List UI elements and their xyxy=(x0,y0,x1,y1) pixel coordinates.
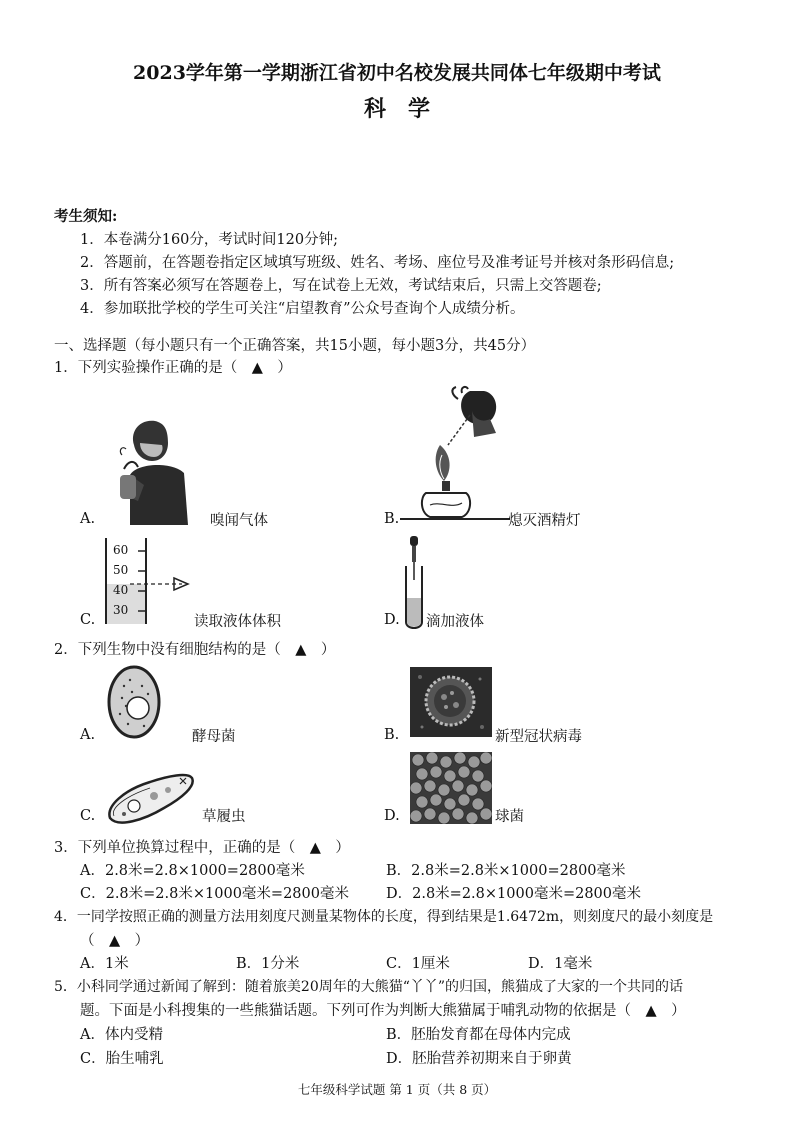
q4-option-d: D．1毫米 xyxy=(528,956,593,972)
cocci-image xyxy=(410,752,492,824)
q3-option-c: C．2.8米=2.8米×1000毫米=2800毫米 xyxy=(80,886,349,902)
smelling-gas-figure xyxy=(100,415,210,525)
q2-b-letter: B. xyxy=(384,727,400,743)
q5-option-d: D．胚胎营养初期来自于卵黄 xyxy=(386,1051,572,1067)
q1-b-caption: 熄灭酒精灯 xyxy=(508,513,581,529)
q2-c-letter: C. xyxy=(80,808,96,824)
cylinder-tick-30: 30 xyxy=(113,603,129,617)
q1-d-caption: 滴加液体 xyxy=(426,614,484,630)
q2-stem: 2．下列生物中没有细胞结构的是（ ▲ ） xyxy=(54,642,336,658)
subject-title: 科学 xyxy=(363,96,452,122)
q2-d-caption: 球菌 xyxy=(495,809,524,825)
yeast-cell-figure xyxy=(106,664,162,740)
cylinder-tick-50: 50 xyxy=(113,563,129,577)
q5-option-b: B．胚胎发育都在母体内完成 xyxy=(386,1027,571,1043)
q2-b-caption: 新型冠状病毒 xyxy=(495,729,582,745)
q5-stem: 5．小科同学通过新闻了解到：随着旅美20周年的大熊猫“丫丫”的归国，熊猫成了大家的一个共同的话 xyxy=(54,979,684,995)
q4-stem: 4．一同学按照正确的测量方法用刻度尺测量某物体的长度，得到结果是1.6472m，则刻度尺的最小刻度是 xyxy=(54,909,714,925)
dropper-test-tube-figure xyxy=(402,536,426,632)
coronavirus-image xyxy=(410,667,492,737)
q2-a-letter: A. xyxy=(80,727,96,743)
q4-stem-cont: （ ▲ ） xyxy=(80,933,150,949)
q4-option-a: A．1米 xyxy=(80,956,129,972)
extinguish-lamp-figure xyxy=(400,385,510,525)
notice-item-2: 2．答题前，在答题卷指定区域填写班级、姓名、考场、座位号及准考证号并核对条形码信息; xyxy=(80,255,675,271)
q1-c-letter: C. xyxy=(80,612,96,628)
q3-option-d: D．2.8米=2.8×1000毫米=2800毫米 xyxy=(386,886,641,902)
page-footer: 七年级科学试题 第 1 页（共 8 页） xyxy=(297,1082,497,1097)
notice-heading: 考生须知: xyxy=(54,208,118,225)
q1-b-letter: B. xyxy=(384,511,400,527)
q1-c-caption: 读取液体体积 xyxy=(194,614,281,630)
q2-d-letter: D. xyxy=(384,808,400,824)
q1-stem: 1．下列实验操作正确的是（ ▲ ） xyxy=(54,360,292,376)
q3-stem: 3．下列单位换算过程中，正确的是（ ▲ ） xyxy=(54,840,350,856)
cylinder-tick-60: 60 xyxy=(113,543,129,557)
notice-item-4: 4．参加联批学校的学生可关注“启望教育”公众号查询个人成绩分析。 xyxy=(80,301,525,317)
notice-item-3: 3．所有答案必须写在答题卷上，写在试卷上无效，考试结束后，只需上交答题卷; xyxy=(80,278,602,294)
q5-option-a: A．体内受精 xyxy=(80,1027,163,1043)
q5-option-c: C．胎生哺乳 xyxy=(80,1051,164,1067)
q5-stem-cont: 题。下面是小科搜集的一些熊猫话题。下列可作为判断大熊猫属于哺乳动物的依据是（ ▲ ） xyxy=(80,1003,686,1019)
q3-option-b: B．2.8米=2.8米×1000=2800毫米 xyxy=(386,863,626,879)
q3-option-a: A．2.8米=2.8×1000=2800毫米 xyxy=(80,863,305,879)
q4-option-c: C．1厘米 xyxy=(386,956,450,972)
section-heading: 一、选择题（每小题只有一个正确答案，共15小题，每小题3分，共45分） xyxy=(54,338,536,354)
q2-a-caption: 酵母菌 xyxy=(192,729,236,745)
q1-a-caption: 嗅闻气体 xyxy=(210,513,268,529)
q1-a-letter: A. xyxy=(80,511,96,527)
q2-c-caption: 草履虫 xyxy=(202,809,246,825)
cylinder-tick-40: 40 xyxy=(113,583,129,597)
notice-item-1: 1．本卷满分160分，考试时间120分钟; xyxy=(80,232,338,248)
q1-d-letter: D. xyxy=(384,612,400,628)
paramecium-figure xyxy=(104,768,196,826)
exam-title: 2023学年第一学期浙江省初中名校发展共同体七年级期中考试 xyxy=(133,62,661,84)
q4-option-b: B．1分米 xyxy=(236,956,300,972)
